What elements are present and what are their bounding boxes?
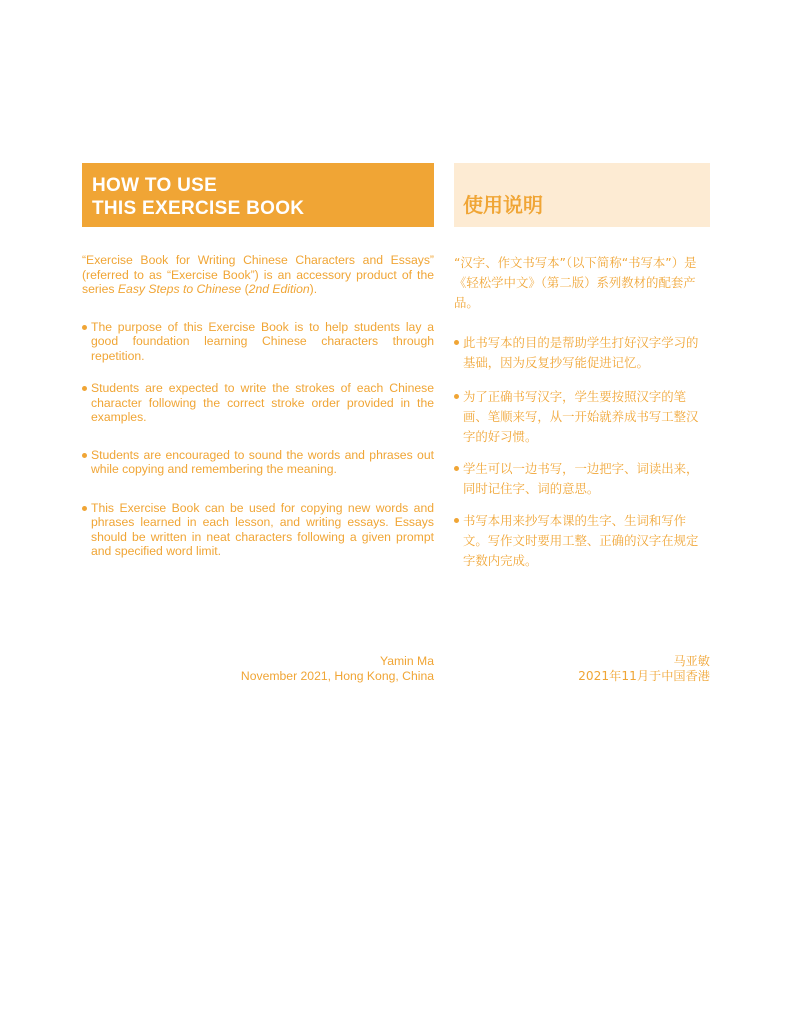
- bullet-dot-icon: [82, 506, 87, 511]
- chinese-title-banner: [454, 163, 710, 227]
- bullet-dot-icon: [82, 386, 87, 391]
- english-bullet-1: [82, 320, 434, 364]
- bullet-dot-icon: [82, 325, 87, 330]
- bullet-text: Students are expected to write the strokes of each Chinese character following the correct stroke order provided in the examples.: [91, 381, 434, 424]
- bullet-text: 学生可以一边书写，一边把字、词读出来，同时记住字、词的意思。: [463, 461, 699, 496]
- author-name-zh: 马亚敏: [673, 654, 710, 668]
- edition-label: 2nd Edition: [248, 282, 310, 296]
- signature-date: November 2021, Hong Kong, China: [240, 669, 434, 683]
- bullet-dot-icon: [82, 453, 87, 458]
- chinese-bullet-3: [454, 459, 710, 499]
- intro-text-start: “Exercise Book for Writing Chinese Characters and Essays” (referred to as “Exercise Book”) is an accessory product of the series: [82, 253, 434, 296]
- bullet-text: 此书写本的目的是帮助学生打好汉字学习的基础，因为反复抄写能促进记忆。: [463, 335, 699, 370]
- bullet-dot-icon: [454, 340, 459, 345]
- bullet-text: Students are encouraged to sound the words and phrases out while copying and remembering the meaning.: [91, 447, 434, 476]
- signature-date-zh: 2021年11月于中国香港: [578, 669, 710, 683]
- bullet-text: 为了正确书写汉字，学生要按照汉字的笔画、笔顺来写，从一开始就养成书写工整汉字的好习惯。: [463, 389, 699, 444]
- chinese-bullet-4: [454, 511, 710, 571]
- chinese-intro-paragraph: “汉字、作文书写本”（以下简称“书写本”）是《轻松学中文》（第二版）系列教材的配套产品。: [454, 255, 697, 310]
- english-column: [82, 253, 434, 559]
- intro-text-mid: (: [241, 282, 249, 296]
- chinese-title: 使用说明: [463, 193, 543, 217]
- english-title-banner: [82, 163, 434, 227]
- chinese-column: [454, 253, 710, 571]
- bullet-dot-icon: [454, 466, 459, 471]
- english-title-line-2: THIS EXERCISE BOOK: [92, 198, 305, 219]
- chinese-bullet-1: [454, 333, 710, 373]
- english-bullet-4: [82, 501, 434, 559]
- english-title-line-1: HOW TO USE: [92, 175, 218, 196]
- english-bullet-2: [82, 381, 434, 425]
- bullet-text: The purpose of this Exercise Book is to help students lay a good foundation learning Chinese characters through repetition.: [91, 319, 434, 363]
- chinese-signature: [454, 654, 710, 684]
- series-title: Easy Steps to Chinese: [117, 282, 242, 296]
- english-intro-paragraph: [82, 253, 434, 297]
- bullet-text: 书写本用来抄写本课的生字、生词和写作文。写作文时要用工整、正确的汉字在规定字数内完成。: [463, 513, 699, 568]
- english-signature: [82, 654, 434, 684]
- bullet-text: This Exercise Book can be used for copying new words and phrases learned in each lesson, and writing essays. Essays should be written in neat characters following a given prompt and specified word limit.: [91, 500, 434, 558]
- author-name: Yamin Ma: [380, 654, 434, 668]
- english-bullet-3: [82, 448, 434, 477]
- intro-text-end: ).: [309, 282, 318, 296]
- chinese-bullet-2: [454, 387, 710, 447]
- bullet-dot-icon: [454, 394, 459, 399]
- bullet-dot-icon: [454, 518, 459, 523]
